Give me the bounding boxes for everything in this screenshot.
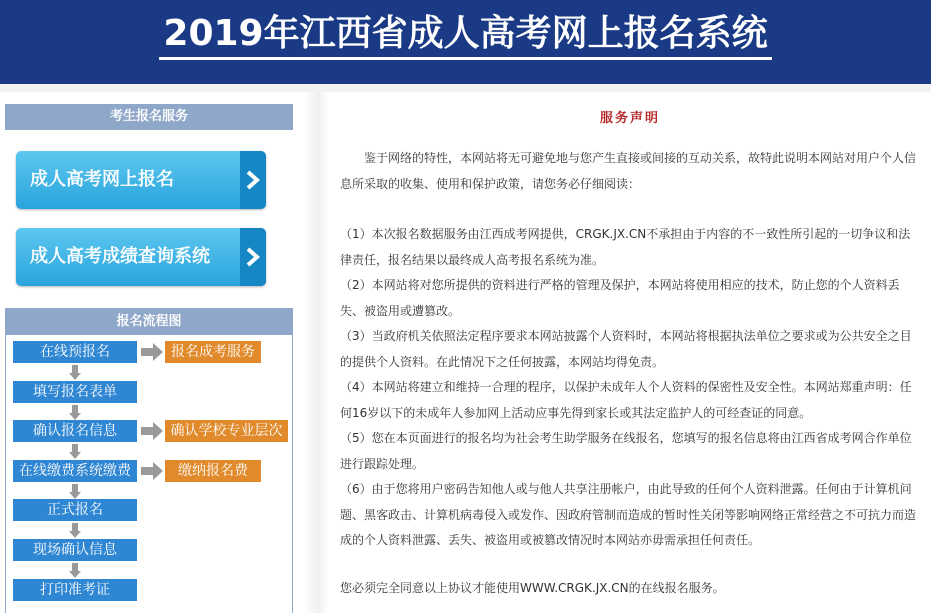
statement-intro: 鉴于网络的特性，本网站将无可避免地与您产生直接或间接的互动关系，故特此说明本网站对用户个人信息所采取的收集、使用和保护政策，请您务必仔细阅读： xyxy=(340,151,917,191)
flow-side-confirm-major[interactable]: 确认学校专业层次 xyxy=(165,420,288,442)
flow-step-online-payment[interactable]: 在线缴费系统缴费 xyxy=(13,460,137,482)
statement-item: （3）当政府机关依照法定程序要求本网站披露个人资料时，本网站将根据执法单位之要求或为公共安全之目的提供个人资料。在此情况下之任何披露，本网站均得免责。 xyxy=(340,329,912,369)
flow-step-confirm-info[interactable]: 确认报名信息 xyxy=(13,420,137,442)
arrow-right-icon xyxy=(141,343,165,361)
statement-footer: 您必须完全同意以上协议才能使用WWW.CRGK.JX.CN的在线报名服务。 xyxy=(340,580,725,595)
arrow-down-icon xyxy=(69,365,81,381)
flow-step-fill-form[interactable]: 填写报名表单 xyxy=(13,381,137,403)
statement-item: （5）您在本页面进行的报名均为社会考生助学服务在线报名，您填写的报名信息将由江西省成考网合作单位进行跟踪处理。 xyxy=(340,431,912,471)
flow-step-onsite-confirm[interactable]: 现场确认信息 xyxy=(13,539,137,561)
header-bottom-band xyxy=(0,84,931,92)
statement-item: （2）本网站将对您所提供的资料进行严格的管理及保护，本网站将使用相应的技术，防止您的个人资料丢失、被盗用或遭篡改。 xyxy=(340,278,900,318)
flow-heading: 报名流程图 xyxy=(6,309,292,335)
score-query-button[interactable] xyxy=(16,228,266,286)
services-heading: 考生报名服务 xyxy=(5,104,293,130)
chevron-right-icon xyxy=(240,228,266,286)
arrow-down-icon xyxy=(69,405,81,421)
arrow-down-icon xyxy=(69,563,81,579)
online-registration-label: 成人高考网上报名 xyxy=(30,169,174,190)
services-panel xyxy=(5,104,293,130)
page-title xyxy=(0,8,931,60)
statement-item: （1）本次报名数据服务由江西成考网提供，CRGK.JX.CN不承担由于内容的不一致性所引起的一切争议和法律责任，报名结果以最终成人高考报名系统为准。 xyxy=(340,227,911,267)
statement-title: 服务声明 xyxy=(599,111,660,126)
page-title-text: 2019年江西省成人高考网上报名系统 xyxy=(159,11,771,60)
arrow-right-icon xyxy=(141,462,165,480)
registration-flow-panel xyxy=(5,308,293,613)
statement-item: （6）由于您将用户密码告知他人或与他人共享注册帐户，由此导致的任何个人资料泄露。任何由于计算机问题、黑客政击、计算机病毒侵入或发作、因政府管制而造成的暂时性关闭等影响网络正常经营之不可抗力而造成的个人资料泄露、丢失、被盗用或被篡改情况时本网站亦毋需承担任何责任。 xyxy=(340,482,917,547)
arrow-down-icon xyxy=(69,523,81,539)
arrow-down-icon xyxy=(69,444,81,460)
service-statement xyxy=(340,108,920,601)
flow-step-print-admission[interactable]: 打印准考证 xyxy=(13,579,137,601)
arrow-right-icon xyxy=(141,422,165,440)
page-header xyxy=(0,0,931,84)
flow-step-pre-register[interactable]: 在线预报名 xyxy=(13,341,137,363)
chevron-right-icon xyxy=(240,151,266,209)
flow-side-pay-fee[interactable]: 缴纳报名费 xyxy=(165,460,261,482)
arrow-down-icon xyxy=(69,484,81,500)
column-divider xyxy=(304,92,328,613)
flow-step-formal-register[interactable]: 正式报名 xyxy=(13,499,137,521)
online-registration-button[interactable] xyxy=(16,151,266,209)
statement-item: （4）本网站将建立和维持一合理的程序，以保护未成年人个人资料的保密性及安全性。本网站郑重声明：任何16岁以下的未成年人参加网上活动应事先得到家长或其法定监护人的可经查证的同意。 xyxy=(340,380,912,420)
flow-side-registration-service[interactable]: 报名成考服务 xyxy=(165,341,261,363)
score-query-label: 成人高考成绩查询系统 xyxy=(30,246,210,267)
